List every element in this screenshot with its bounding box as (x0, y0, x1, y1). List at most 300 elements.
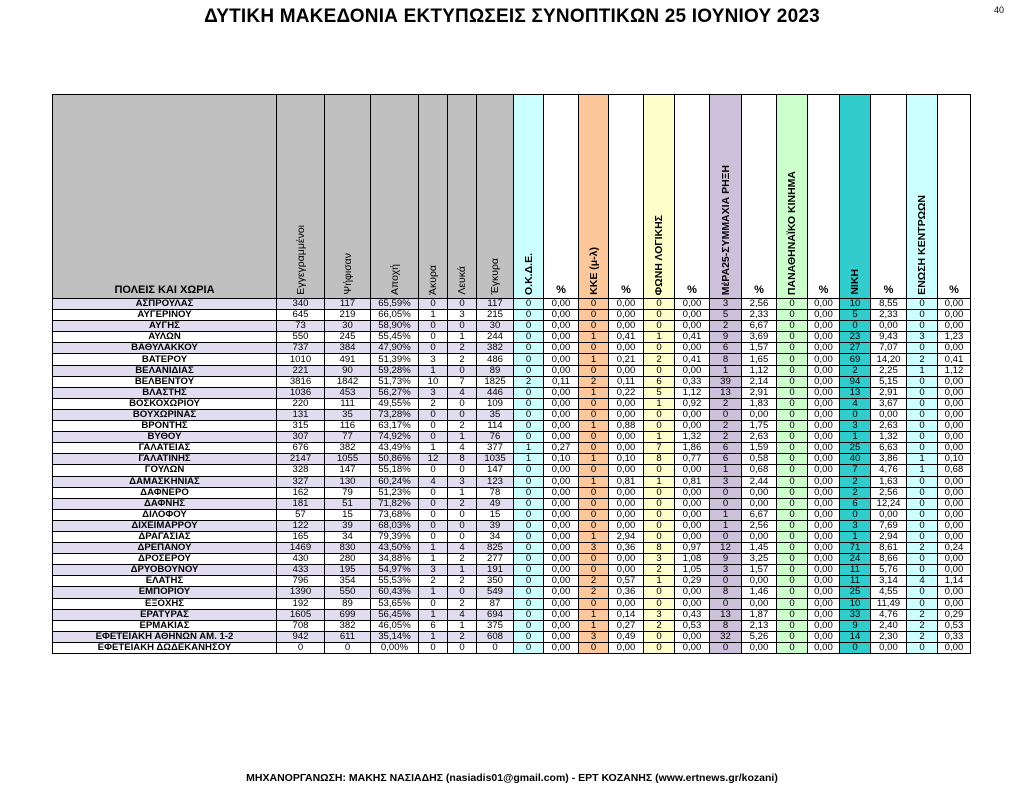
party-pct-cell: 0,00 (938, 376, 971, 387)
party-votes-cell: 0 (514, 387, 544, 398)
stat-cell: 71,82% (371, 498, 419, 509)
party-votes-cell: 0 (777, 354, 808, 365)
stat-cell: 73,68% (371, 509, 419, 520)
party-votes-cell: 0 (514, 609, 544, 620)
party-pct-cell: 1,46 (742, 587, 777, 598)
table-row (53, 387, 971, 398)
stat-cell: 51,73% (371, 376, 419, 387)
party-pct-cell: 0,00 (808, 321, 840, 332)
party-pct-cell: 0,00 (808, 620, 840, 631)
header-party-name: Ο.Κ.Δ.Ε. (522, 253, 535, 295)
party-votes-cell: 0 (514, 321, 544, 332)
party-votes-cell: 0 (777, 565, 808, 576)
city-name-cell: ΕΛΑΤΗΣ (53, 576, 277, 587)
party-pct-cell: 0,00 (742, 642, 777, 653)
party-votes-cell: 1 (579, 354, 609, 365)
party-votes-cell: 1 (579, 620, 609, 631)
party-pct-cell: 7,07 (871, 343, 907, 354)
party-pct-cell: 12,24 (871, 498, 907, 509)
party-pct-cell: 8,61 (871, 543, 907, 554)
party-pct-cell: 0,00 (808, 421, 840, 432)
party-votes-cell: 1 (644, 398, 675, 409)
stat-cell: 0 (419, 465, 448, 476)
stat-cell: 2 (448, 343, 477, 354)
party-votes-cell: 0 (840, 409, 871, 420)
party-pct-cell: 0,00 (808, 376, 840, 387)
party-votes-cell: 0 (644, 631, 675, 642)
party-pct-cell: 0,00 (938, 443, 971, 454)
stat-cell: 3 (419, 354, 448, 365)
party-votes-cell: 0 (777, 332, 808, 343)
party-votes-cell: 0 (907, 554, 938, 565)
party-votes-cell: 0 (514, 465, 544, 476)
party-pct-cell: 6,67 (742, 509, 777, 520)
party-votes-cell: 0 (710, 487, 742, 498)
stat-cell: 2 (448, 498, 477, 509)
party-pct-cell: 0,36 (609, 587, 644, 598)
party-votes-cell: 3 (840, 421, 871, 432)
stat-cell: 7 (448, 376, 477, 387)
header-stat-label: Ψήφισαν (341, 253, 354, 295)
party-pct-cell: 0,00 (938, 520, 971, 531)
party-votes-cell: 0 (777, 432, 808, 443)
party-votes-cell: 25 (840, 443, 871, 454)
party-votes-cell: 2 (840, 476, 871, 487)
party-pct-cell: 0,00 (675, 509, 710, 520)
party-votes-cell: 3 (907, 332, 938, 343)
header-stat-1 (325, 95, 371, 299)
city-name-cell: ΕΦΕΤΕΙΑΚΗ ΔΩΔΕΚΑΝΗΣΟΥ (53, 642, 277, 653)
stat-cell: 46,05% (371, 620, 419, 631)
stat-cell: 30 (477, 321, 514, 332)
stat-cell: 73,28% (371, 409, 419, 420)
stat-cell: 2 (419, 398, 448, 409)
party-votes-cell: 0 (907, 421, 938, 432)
stat-cell: 830 (325, 543, 371, 554)
stat-cell: 215 (477, 310, 514, 321)
party-votes-cell: 6 (710, 443, 742, 454)
header-stat-3 (419, 95, 448, 299)
header-stat-0 (277, 95, 325, 299)
party-pct-cell: 0,00 (808, 565, 840, 576)
stat-cell: 74,92% (371, 432, 419, 443)
stat-cell: 6 (419, 620, 448, 631)
party-votes-cell: 10 (840, 299, 871, 310)
party-votes-cell: 0 (777, 365, 808, 376)
page-title: ΔΥΤΙΚΗ ΜΑΚΕΔΟΝΙΑ ΕΚΤΥΠΩΣΕΙΣ ΣΥΝΟΠΤΙΚΩΝ 25 ΙΟΥΝΙΟΥ 2023 (204, 6, 820, 27)
party-pct-cell: 0,00 (609, 498, 644, 509)
party-pct-cell: 0,49 (609, 631, 644, 642)
party-votes-cell: 2 (840, 487, 871, 498)
party-pct-cell: 0,00 (609, 443, 644, 454)
party-votes-cell: 0 (777, 299, 808, 310)
table-row (53, 343, 971, 354)
party-votes-cell: 1 (514, 454, 544, 465)
stat-cell: 53,65% (371, 598, 419, 609)
party-pct-cell: 1,12 (742, 365, 777, 376)
party-pct-cell: 14,20 (871, 354, 907, 365)
party-votes-cell: 0 (579, 432, 609, 443)
party-pct-cell: 0,00 (938, 587, 971, 598)
party-votes-cell: 7 (644, 443, 675, 454)
stat-cell: 377 (477, 443, 514, 454)
party-votes-cell: 0 (514, 543, 544, 554)
table-row (53, 454, 971, 465)
party-votes-cell: 0 (514, 620, 544, 631)
party-pct-cell: 8,55 (871, 299, 907, 310)
stat-cell: 2 (448, 598, 477, 609)
stat-cell: 73 (277, 321, 325, 332)
party-votes-cell: 0 (644, 465, 675, 476)
stat-cell: 4 (448, 543, 477, 554)
city-name-cell: ΒΡΟΝΤΗΣ (53, 421, 277, 432)
party-pct-cell: 0,00 (808, 498, 840, 509)
party-votes-cell: 32 (710, 631, 742, 642)
party-pct-cell: 0,00 (871, 321, 907, 332)
party-pct-cell: 0,00 (609, 565, 644, 576)
party-pct-cell: 0,92 (675, 398, 710, 409)
stat-cell: 1 (448, 487, 477, 498)
stat-cell: 340 (277, 299, 325, 310)
party-votes-cell: 0 (579, 465, 609, 476)
table-row (53, 598, 971, 609)
party-votes-cell: 1 (907, 465, 938, 476)
party-pct-cell: 0,22 (609, 387, 644, 398)
party-pct-cell: 0,33 (675, 376, 710, 387)
party-pct-cell: 0,00 (808, 587, 840, 598)
party-votes-cell: 1 (710, 509, 742, 520)
party-pct-cell: 0,00 (871, 509, 907, 520)
party-votes-cell: 0 (644, 321, 675, 332)
party-votes-cell: 0 (777, 631, 808, 642)
party-votes-cell: 0 (644, 365, 675, 376)
stat-cell: 34 (477, 531, 514, 542)
party-votes-cell: 13 (710, 387, 742, 398)
party-votes-cell: 0 (644, 343, 675, 354)
party-votes-cell: 11 (840, 576, 871, 587)
party-pct-cell: 0,53 (938, 620, 971, 631)
stat-cell: 130 (325, 476, 371, 487)
stat-cell: 3 (419, 387, 448, 398)
table-row (53, 365, 971, 376)
party-pct-cell: 4,76 (871, 609, 907, 620)
table-row (53, 409, 971, 420)
party-votes-cell: 8 (644, 543, 675, 554)
stat-cell: 43,49% (371, 443, 419, 454)
party-pct-cell: 0,00 (808, 299, 840, 310)
party-votes-cell: 2 (907, 609, 938, 620)
stat-cell: 0 (448, 409, 477, 420)
party-votes-cell: 0 (907, 409, 938, 420)
stat-cell: 39 (477, 520, 514, 531)
stat-cell: 1825 (477, 376, 514, 387)
party-votes-cell: 0 (579, 310, 609, 321)
party-pct-cell: 0,11 (544, 376, 579, 387)
table-row (53, 642, 971, 653)
stat-cell: 2 (448, 354, 477, 365)
party-votes-cell: 0 (710, 642, 742, 653)
party-votes-cell: 0 (777, 487, 808, 498)
party-pct-cell: 0,00 (544, 365, 579, 376)
party-pct-cell: 3,67 (871, 398, 907, 409)
party-pct-cell: 0,00 (609, 432, 644, 443)
party-pct-cell: 0,00 (609, 310, 644, 321)
stat-cell: 1055 (325, 454, 371, 465)
stat-cell: 0 (419, 520, 448, 531)
city-name-cell: ΓΑΛΑΤΕΙΑΣ (53, 443, 277, 454)
party-pct-cell: 0,41 (675, 332, 710, 343)
header-party-5 (840, 95, 871, 299)
party-votes-cell: 0 (777, 454, 808, 465)
party-pct-cell: 0,00 (609, 520, 644, 531)
stat-cell: 825 (477, 543, 514, 554)
party-pct-cell: 0,00 (609, 554, 644, 565)
stat-cell: 51 (325, 498, 371, 509)
party-votes-cell: 6 (710, 454, 742, 465)
party-votes-cell: 1 (840, 432, 871, 443)
stat-cell: 57 (277, 509, 325, 520)
party-pct-cell: 0,00 (544, 565, 579, 576)
party-pct-cell: 0,00 (938, 310, 971, 321)
party-pct-cell: 6,63 (871, 443, 907, 454)
party-votes-cell: 0 (777, 642, 808, 653)
party-pct-cell: 1,57 (742, 565, 777, 576)
party-pct-cell: 0,00 (938, 531, 971, 542)
city-name-cell: ΔΙΧΕΙΜΑΡΡΟΥ (53, 520, 277, 531)
header-stat-label: Έγκυρα (489, 258, 501, 295)
party-pct-cell: 0,00 (675, 598, 710, 609)
party-pct-cell: 0,00 (675, 520, 710, 531)
party-pct-cell: 0,77 (675, 454, 710, 465)
stat-cell: 35 (325, 409, 371, 420)
party-pct-cell: 3,69 (742, 332, 777, 343)
party-pct-cell: 0,10 (544, 454, 579, 465)
party-pct-cell: 0,00 (609, 465, 644, 476)
stat-cell: 1 (419, 609, 448, 620)
city-name-cell: ΔΡΕΠΑΝΟΥ (53, 543, 277, 554)
city-name-cell: ΓΑΛΑΤΙΝΗΣ (53, 454, 277, 465)
party-pct-cell: 2,91 (871, 387, 907, 398)
party-votes-cell: 2 (710, 432, 742, 443)
party-pct-cell: 2,40 (871, 620, 907, 631)
party-votes-cell: 0 (514, 432, 544, 443)
party-pct-cell: 0,29 (938, 609, 971, 620)
stat-cell: 30 (325, 321, 371, 332)
stat-cell: 87 (477, 598, 514, 609)
party-pct-cell: 0,00 (808, 554, 840, 565)
stat-cell: 0 (448, 531, 477, 542)
stat-cell: 15 (477, 509, 514, 520)
party-votes-cell: 0 (644, 310, 675, 321)
stat-cell: 54,97% (371, 565, 419, 576)
stat-cell: 280 (325, 554, 371, 565)
party-votes-cell: 0 (514, 531, 544, 542)
party-pct-cell: 0,41 (609, 332, 644, 343)
city-name-cell: ΓΟΥΛΩΝ (53, 465, 277, 476)
party-votes-cell: 1 (710, 365, 742, 376)
table-row (53, 310, 971, 321)
party-votes-cell: 6 (644, 376, 675, 387)
table-row (53, 476, 971, 487)
stat-cell: 49,55% (371, 398, 419, 409)
party-votes-cell: 0 (579, 520, 609, 531)
stat-cell: 1 (419, 631, 448, 642)
party-pct-cell: 0,00 (544, 321, 579, 332)
party-pct-cell: 0,00 (742, 531, 777, 542)
header-party-pct: % (544, 95, 579, 299)
stat-cell: 2147 (277, 454, 325, 465)
party-votes-cell: 0 (644, 498, 675, 509)
party-pct-cell: 0,00 (808, 642, 840, 653)
stat-cell: 1 (448, 620, 477, 631)
party-pct-cell: 0,00 (938, 476, 971, 487)
stat-cell: 2 (448, 631, 477, 642)
stat-cell: 192 (277, 598, 325, 609)
party-pct-cell: 2,13 (742, 620, 777, 631)
stat-cell: 147 (477, 465, 514, 476)
stat-cell: 491 (325, 354, 371, 365)
party-votes-cell: 0 (644, 531, 675, 542)
stat-cell: 3 (448, 310, 477, 321)
party-pct-cell: 0,00 (675, 498, 710, 509)
party-pct-cell: 0,57 (609, 576, 644, 587)
header-party-name: ΚΚΕ (μ-λ) (587, 247, 600, 295)
party-pct-cell: 2,33 (871, 310, 907, 321)
party-votes-cell: 1 (644, 432, 675, 443)
city-name-cell: ΕΦΕΤΕΙΑΚΗ ΑΘΗΝΩΝ ΑΜ. 1-2 (53, 631, 277, 642)
party-pct-cell: 1,86 (675, 443, 710, 454)
table-row (53, 498, 971, 509)
party-pct-cell: 0,00 (808, 476, 840, 487)
city-name-cell: ΑΥΓΕΡΙΝΟΥ (53, 310, 277, 321)
party-pct-cell: 8,66 (871, 554, 907, 565)
stat-cell: 219 (325, 310, 371, 321)
stat-cell: 122 (277, 520, 325, 531)
party-pct-cell: 0,27 (609, 620, 644, 631)
party-votes-cell: 0 (777, 310, 808, 321)
party-votes-cell: 0 (777, 498, 808, 509)
city-name-cell: ΒΛΑΣΤΗΣ (53, 387, 277, 398)
stat-cell: 165 (277, 531, 325, 542)
party-votes-cell: 0 (907, 387, 938, 398)
party-votes-cell: 3 (644, 554, 675, 565)
stat-cell: 51,39% (371, 354, 419, 365)
party-votes-cell: 1 (579, 531, 609, 542)
stat-cell: 0 (448, 299, 477, 310)
party-pct-cell: 2,94 (871, 531, 907, 542)
party-votes-cell: 0 (514, 576, 544, 587)
party-pct-cell: 2,63 (742, 432, 777, 443)
party-votes-cell: 0 (710, 531, 742, 542)
party-votes-cell: 1 (907, 454, 938, 465)
party-pct-cell: 0,00 (609, 365, 644, 376)
party-votes-cell: 8 (710, 354, 742, 365)
party-votes-cell: 0 (907, 565, 938, 576)
stat-cell: 0 (419, 509, 448, 520)
header-party-name: ΕΝΩΣΗ ΚΕΝΤΡΩΩΝ (916, 195, 928, 295)
party-pct-cell: 0,68 (938, 465, 971, 476)
party-votes-cell: 2 (579, 376, 609, 387)
party-pct-cell: 0,00 (938, 487, 971, 498)
stat-cell: 4 (448, 387, 477, 398)
stat-cell: 49 (477, 498, 514, 509)
stat-cell: 0 (419, 321, 448, 332)
party-pct-cell: 0,00 (808, 631, 840, 642)
party-votes-cell: 1 (644, 576, 675, 587)
party-pct-cell: 0,00 (544, 598, 579, 609)
party-votes-cell: 0 (777, 609, 808, 620)
stat-cell: 3 (419, 565, 448, 576)
stat-cell: 15 (325, 509, 371, 520)
stat-cell: 2 (448, 576, 477, 587)
stat-cell: 55,18% (371, 465, 419, 476)
stat-cell: 79 (325, 487, 371, 498)
party-pct-cell: 0,00 (808, 443, 840, 454)
party-votes-cell: 4 (907, 576, 938, 587)
party-pct-cell: 0,00 (675, 631, 710, 642)
party-votes-cell: 13 (710, 609, 742, 620)
party-votes-cell: 23 (840, 332, 871, 343)
stat-cell: 147 (325, 465, 371, 476)
stat-cell: 0 (419, 421, 448, 432)
footer-credits: ΜΗΧΑΝΟΡΓΑΝΩΣΗ: ΜΑΚΗΣ ΝΑΣΙΑΔΗΣ (nasiadis01@gmail.com) - ΕΡΤ ΚΟΖΑΝΗΣ (www.ertnews.gr/kozani) (246, 772, 778, 784)
stat-cell: 611 (325, 631, 371, 642)
party-pct-cell: 0,00 (938, 498, 971, 509)
party-votes-cell: 0 (907, 587, 938, 598)
party-votes-cell: 0 (514, 598, 544, 609)
party-votes-cell: 0 (840, 642, 871, 653)
party-votes-cell: 0 (907, 376, 938, 387)
party-votes-cell: 4 (840, 398, 871, 409)
party-pct-cell: 0,00 (808, 465, 840, 476)
party-pct-cell: 0,53 (675, 620, 710, 631)
party-pct-cell: 0,00 (808, 454, 840, 465)
party-pct-cell: 1,45 (742, 543, 777, 554)
party-votes-cell: 25 (840, 587, 871, 598)
party-pct-cell: 2,91 (742, 387, 777, 398)
party-pct-cell: 0,00 (938, 642, 971, 653)
table-row (53, 631, 971, 642)
table-row (53, 398, 971, 409)
party-pct-cell: 0,00 (544, 354, 579, 365)
party-votes-cell: 12 (710, 543, 742, 554)
party-votes-cell: 0 (777, 598, 808, 609)
party-pct-cell: 0,00 (742, 487, 777, 498)
stat-cell: 50,86% (371, 454, 419, 465)
party-votes-cell: 0 (514, 354, 544, 365)
stat-cell: 1 (419, 587, 448, 598)
party-pct-cell: 0,00 (544, 332, 579, 343)
party-pct-cell: 1,08 (675, 554, 710, 565)
party-pct-cell: 4,55 (871, 587, 907, 598)
party-votes-cell: 5 (644, 387, 675, 398)
party-pct-cell: 0,68 (742, 465, 777, 476)
table-row (53, 332, 971, 343)
party-pct-cell: 0,00 (938, 565, 971, 576)
party-votes-cell: 1 (579, 454, 609, 465)
party-votes-cell: 0 (644, 598, 675, 609)
party-votes-cell: 0 (777, 321, 808, 332)
stat-cell: 55,53% (371, 576, 419, 587)
party-pct-cell: 3,86 (871, 454, 907, 465)
stat-cell: 549 (477, 587, 514, 598)
stat-cell: 486 (477, 354, 514, 365)
party-pct-cell: 0,00 (808, 509, 840, 520)
party-pct-cell: 1,14 (938, 576, 971, 587)
party-votes-cell: 0 (579, 343, 609, 354)
city-name-cell: ΕΡΜΑΚΙΑΣ (53, 620, 277, 631)
party-votes-cell: 0 (514, 409, 544, 420)
